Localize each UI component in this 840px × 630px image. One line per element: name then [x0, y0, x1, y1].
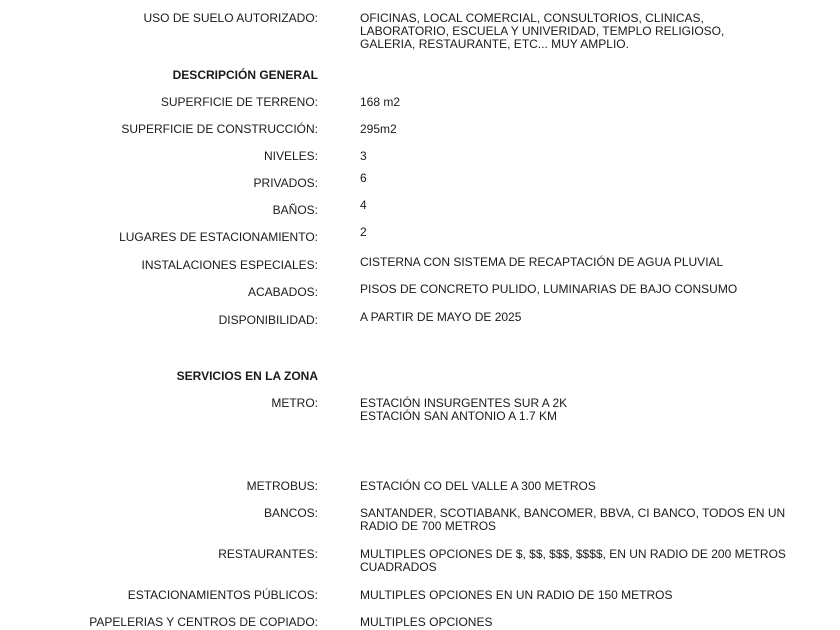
disponibilidad-value: A PARTIR DE MAYO DE 2025	[360, 310, 522, 324]
servicios-heading: SERVICIOS EN LA ZONA	[176, 369, 318, 383]
uso-suelo-label: USO DE SUELO AUTORIZADO:	[143, 11, 318, 25]
disponibilidad-label: DISPONIBILIDAD:	[218, 313, 318, 327]
superficie-construccion-label: SUPERFICIE DE CONSTRUCCIÓN:	[121, 122, 318, 136]
metrobus-label: METROBUS:	[246, 479, 318, 493]
uso-suelo-value: OFICINAS, LOCAL COMERCIAL, CONSULTORIOS, CLINICAS, LABORATORIO, ESCUELA Y UNIVERIDAD, TEMPLO RELIGIOSO, GALERIA, RESTAURANTE, ETC... MUY AMPLIO.	[360, 11, 725, 51]
descripcion-heading: DESCRIPCIÓN GENERAL	[172, 68, 318, 82]
metro-label: METRO:	[271, 396, 318, 410]
metrobus-value: ESTACIÓN CO DEL VALLE A 300 METROS	[360, 479, 596, 493]
estacionamiento-label: LUGARES DE ESTACIONAMIENTO:	[119, 230, 318, 244]
estacionamientos-publicos-value: MULTIPLES OPCIONES EN UN RADIO DE 150 METROS	[360, 588, 673, 602]
bancos-label: BANCOS:	[263, 506, 318, 520]
estacionamientos-publicos-label: ESTACIONAMIENTOS PÚBLICOS:	[127, 588, 318, 602]
niveles-value: 3	[360, 149, 367, 163]
privados-value: 6	[360, 171, 367, 185]
superficie-terreno-value: 168 m2	[360, 95, 401, 109]
restaurantes-label: RESTAURANTES:	[218, 547, 318, 561]
acabados-label: ACABADOS:	[247, 285, 318, 299]
niveles-label: NIVELES:	[263, 149, 318, 163]
banos-label: BAÑOS:	[272, 203, 318, 217]
acabados-value: PISOS DE CONCRETO PULIDO, LUMINARIAS DE BAJO CONSUMO	[360, 282, 738, 296]
banos-value: 4	[360, 198, 367, 212]
papelerias-value: MULTIPLES OPCIONES	[360, 615, 493, 629]
restaurantes-value: MULTIPLES OPCIONES DE $, $$, $$$, $$$$, EN UN RADIO DE 200 METROS CUADRADOS	[360, 547, 786, 574]
bancos-value: SANTANDER, SCOTIABANK, BANCOMER, BBVA, CI BANCO, TODOS EN UN RADIO DE 700 METROS	[360, 506, 786, 533]
instalaciones-value: CISTERNA CON SISTEMA DE RECAPTACIÓN DE AGUA PLUVIAL	[360, 255, 724, 269]
superficie-terreno-label: SUPERFICIE DE TERRENO:	[160, 95, 318, 109]
instalaciones-label: INSTALACIONES ESPECIALES:	[141, 258, 318, 272]
papelerias-label: PAPELERIAS Y CENTROS DE COPIADO:	[89, 615, 318, 629]
superficie-construccion-value: 295m2	[360, 122, 397, 136]
metro-value: ESTACIÓN INSURGENTES SUR A 2K ESTACIÓN SAN ANTONIO A 1.7 KM	[360, 396, 568, 423]
estacionamiento-value: 2	[360, 225, 367, 239]
privados-label: PRIVADOS:	[253, 176, 318, 190]
